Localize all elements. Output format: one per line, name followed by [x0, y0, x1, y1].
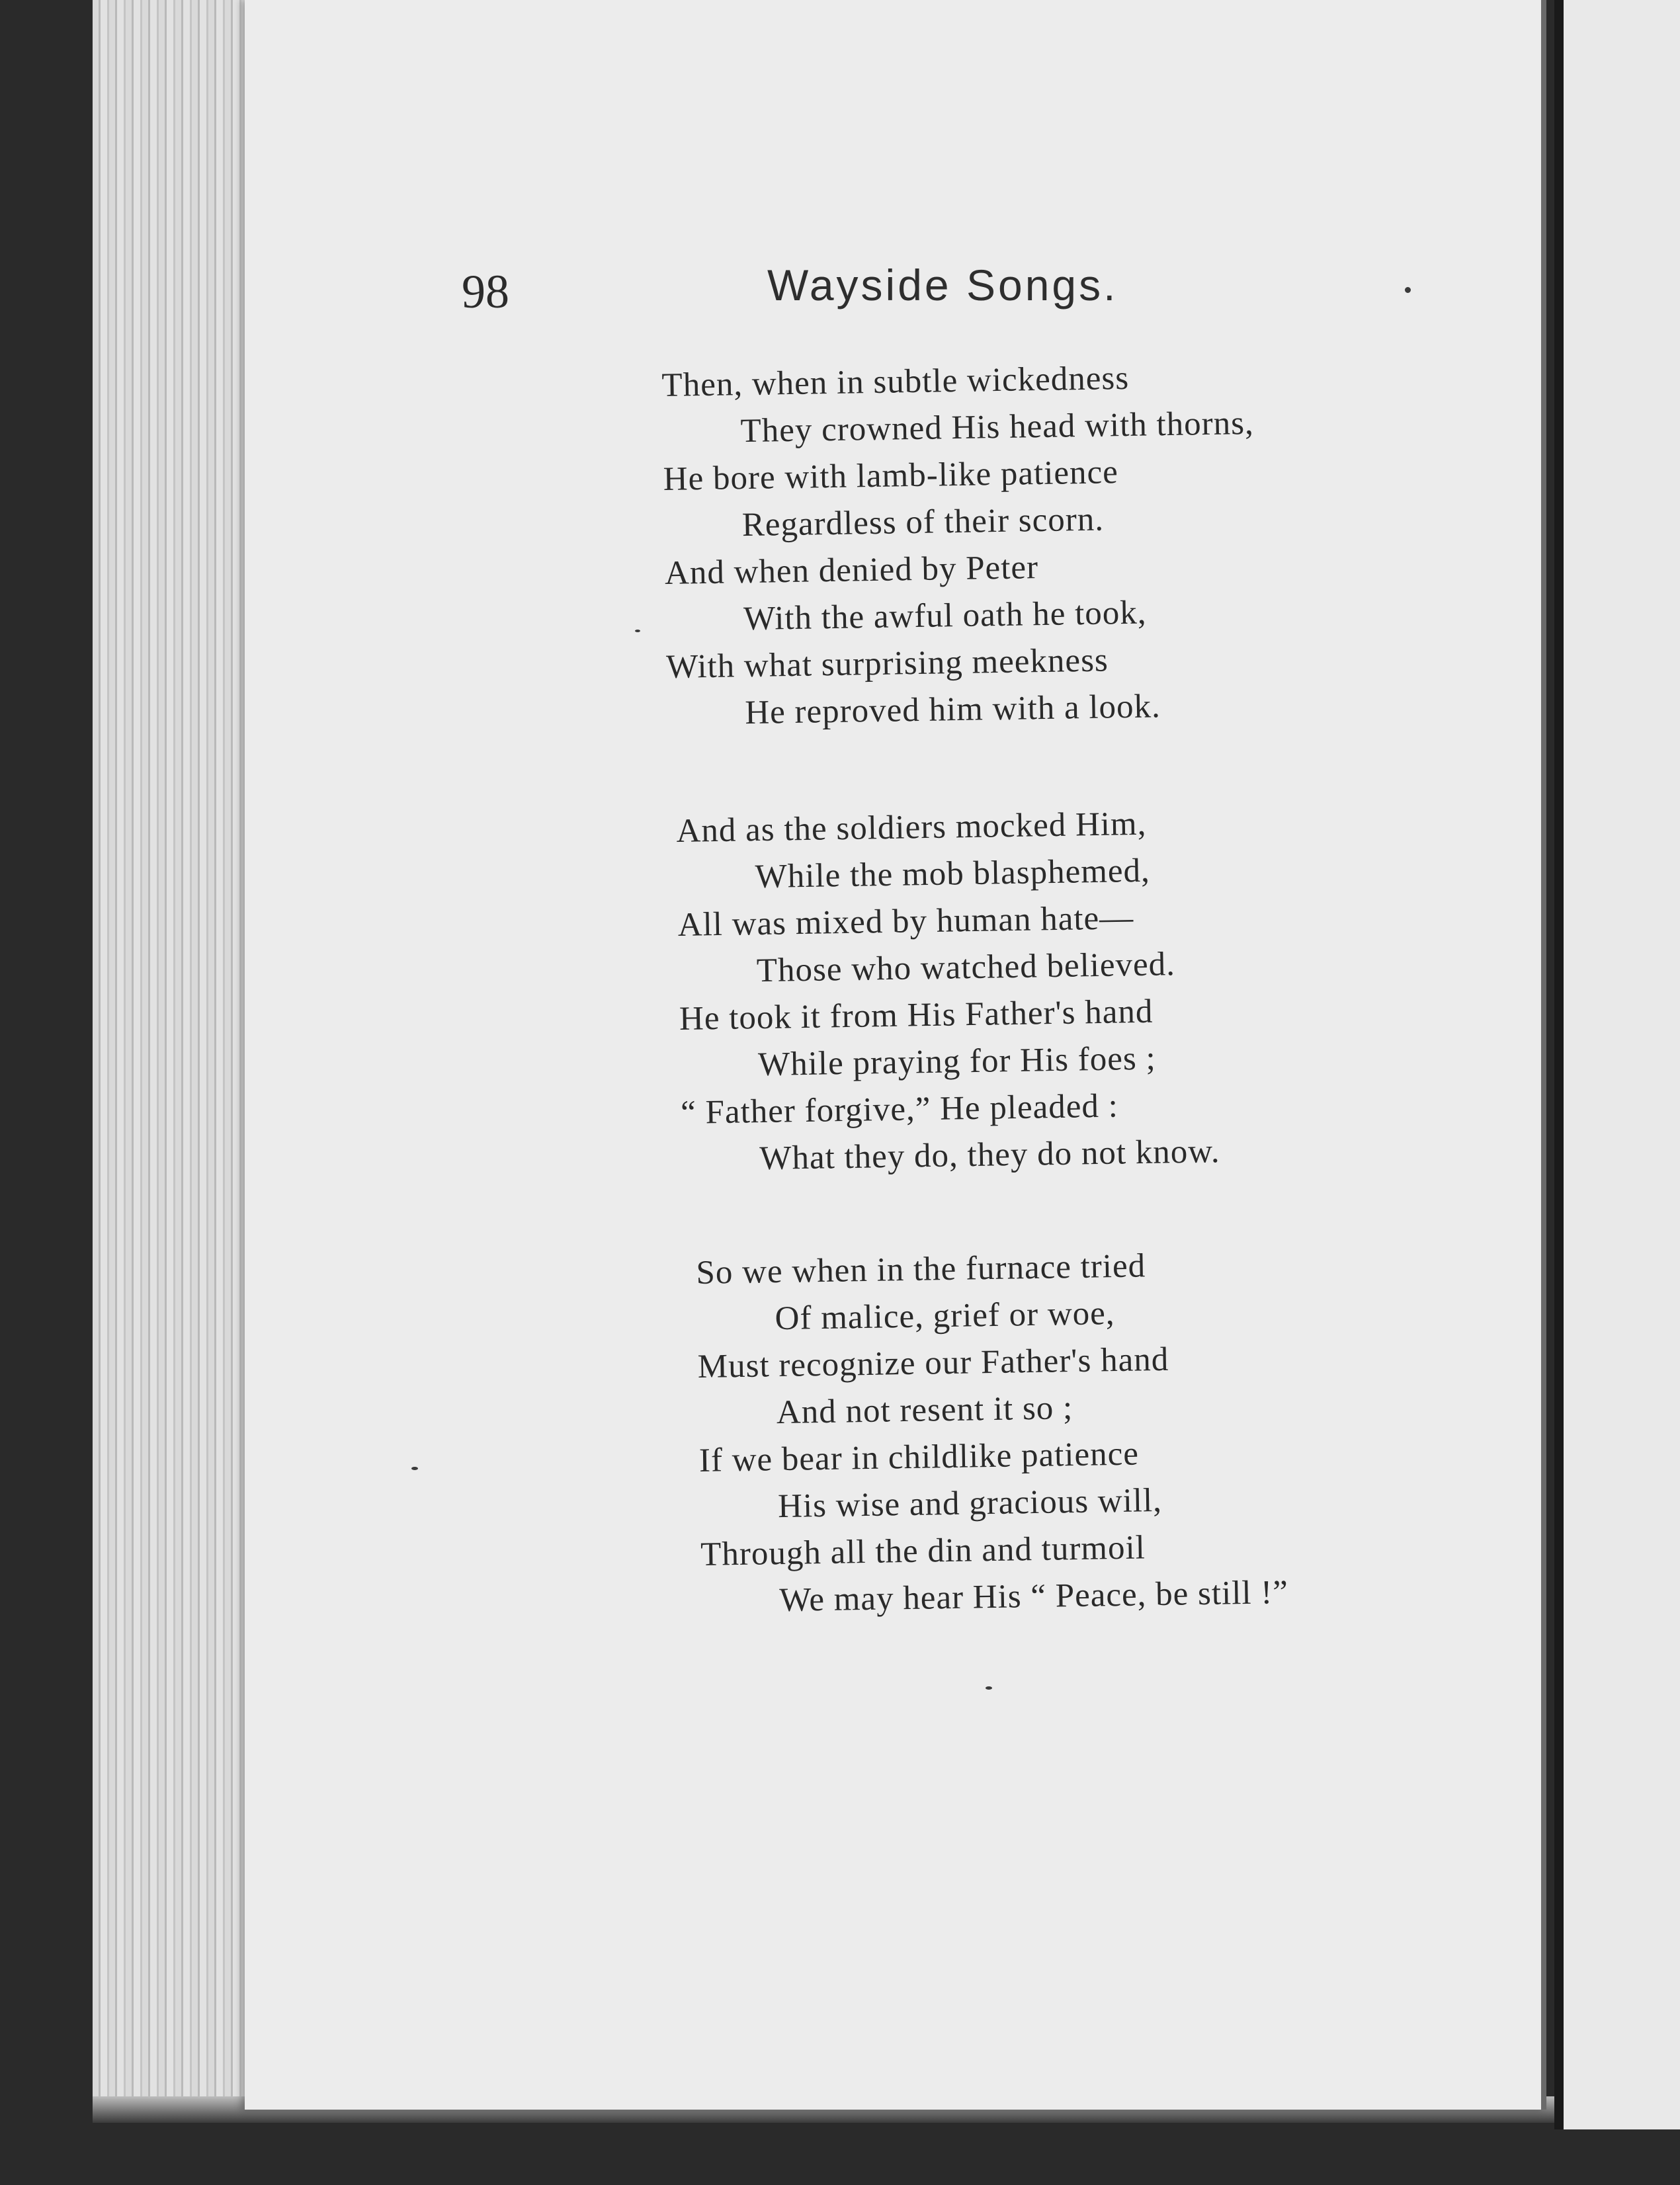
- verse-line: Must recognize our Father's hand: [697, 1340, 1169, 1385]
- verse-line: We may hear His “ Peace, be still !”: [778, 1573, 1289, 1620]
- verse-line: Then, when in subtle wickedness: [661, 359, 1130, 404]
- verse-line: Of malice, grief or woe,: [775, 1295, 1115, 1338]
- verse-line: Those who watched believed.: [756, 946, 1176, 990]
- stanza-1: [661, 353, 1259, 738]
- verse-line: He took it from His Father's hand: [679, 993, 1154, 1038]
- verse-line: With what surprising meekness: [665, 641, 1109, 686]
- verse-line: While praying for His foes ;: [757, 1040, 1157, 1084]
- verse-line: All was mixed by human hate—: [677, 899, 1134, 944]
- verse-line: He bore with lamb-like patience: [663, 454, 1119, 498]
- verse-line: And not resent it so ;: [776, 1389, 1073, 1432]
- verse-line: While the mob blasphemed,: [755, 852, 1151, 896]
- verse-line: “ Father forgive,” He pleaded :: [680, 1087, 1119, 1132]
- scan-speck: [635, 630, 640, 632]
- verse-line: Regardless of their scorn.: [741, 501, 1105, 544]
- verse-line: They crowned His head with thorns,: [740, 404, 1255, 450]
- verse-line: Through all the din and turmoil: [700, 1529, 1146, 1573]
- verse-line: And when denied by Peter: [664, 549, 1039, 592]
- facing-page-edge: [1554, 0, 1680, 2129]
- stanza-2: [676, 800, 1220, 1184]
- scan-speck: [411, 1467, 418, 1470]
- stanza-3: [696, 1241, 1288, 1626]
- verse-line: What they do, they do not know.: [759, 1133, 1220, 1178]
- verse-line: If we bear in childlike patience: [698, 1435, 1140, 1479]
- verse-line: And as the soldiers mocked Him,: [676, 805, 1147, 850]
- scan-speck: [986, 1686, 992, 1690]
- verse-line: So we when in the furnace tried: [696, 1247, 1146, 1292]
- verse-line: He reproved him with a look.: [744, 688, 1161, 732]
- running-head: Wayside Songs.: [767, 261, 1118, 309]
- verse-line: His wise and gracious will,: [777, 1481, 1163, 1526]
- page-number: 98: [462, 265, 509, 318]
- scan-speck: [1405, 287, 1411, 293]
- verse-line: With the awful oath he took,: [743, 594, 1147, 638]
